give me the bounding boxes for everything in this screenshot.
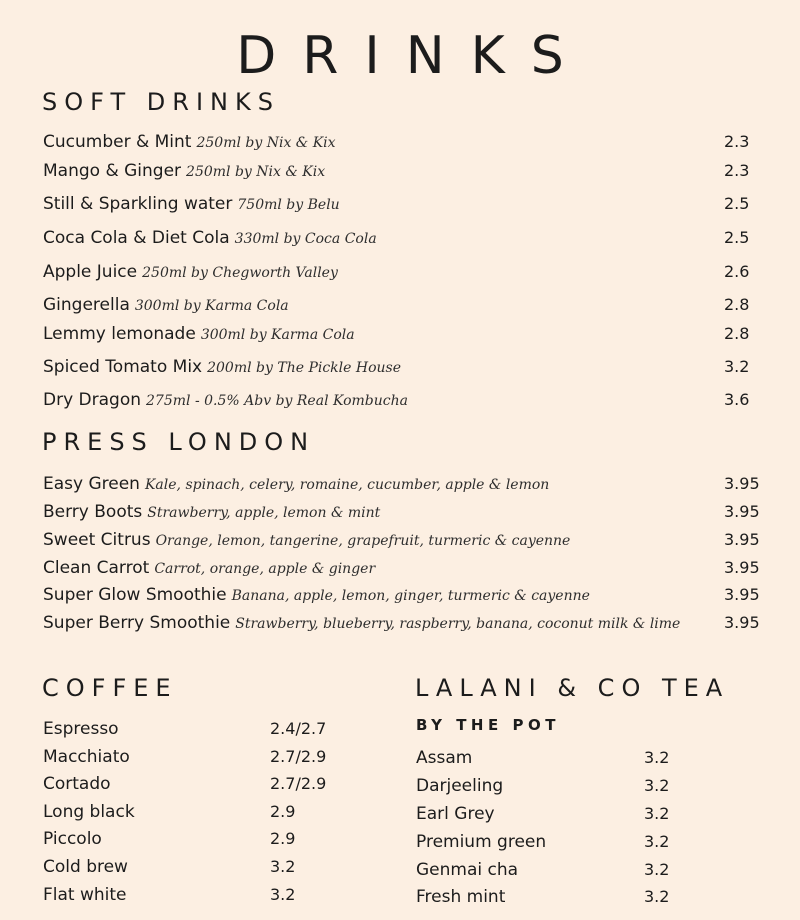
tea-heading: LALANI & CO TEA [415,674,730,702]
item-price: 2.5 [724,228,750,247]
item-price: 3.2 [724,357,750,376]
item-name: Cucumber & Mint [43,132,192,152]
item-name: Super Berry Smoothie [43,613,231,633]
item-name: Lemmy lemonade [43,324,196,344]
item-price: 3.2 [644,832,670,851]
item-price: 3.2 [644,748,670,767]
menu-item [43,744,363,770]
item-name: Premium green [416,832,547,852]
item-price: 2.8 [724,295,750,314]
item-price: 3.2 [644,860,670,879]
item-name: Sweet Citrus [43,530,151,550]
item-price: 3.2 [270,857,296,876]
item-description: 300ml by Karma Cola [200,327,355,343]
menu-item [43,290,763,320]
item-price: 3.95 [724,613,760,632]
menu-item [43,497,763,527]
item-description: Strawberry, blueberry, raspberry, banana, coconut milk & lime [235,616,681,632]
menu-item [43,319,763,349]
menu-item [43,826,363,852]
item-price: 3.95 [724,530,760,549]
item-price: 3.2 [644,776,670,795]
item-name: Dry Dragon [43,390,142,410]
menu-item [43,608,763,638]
item-name: Earl Grey [416,804,495,824]
item-price: 3.6 [724,390,750,409]
tea-subheading: BY THE POT [416,716,560,734]
menu-item [43,716,363,742]
item-description: Orange, lemon, tangerine, grapefruit, turmeric & cayenne [155,533,571,549]
item-price: 2.7/2.9 [270,774,327,793]
item-name: Cold brew [43,857,128,877]
item-price: 3.95 [724,502,760,521]
item-name: Fresh mint [416,887,506,907]
item-name: Super Glow Smoothie [43,585,227,605]
item-name: Still & Sparkling water [43,194,233,214]
item-description: Banana, apple, lemon, ginger, turmeric & cayenne [231,588,590,604]
item-price: 3.95 [724,558,760,577]
item-name: Easy Green [43,474,140,494]
menu-item [43,553,763,583]
item-price: 2.8 [724,324,750,343]
item-name: Gingerella [43,295,130,315]
item-name: Espresso [43,719,119,739]
item-description: 250ml by Nix & Kix [186,164,326,180]
item-name: Piccolo [43,829,102,849]
item-price: 2.7/2.9 [270,747,327,766]
item-description: 750ml by Belu [237,197,340,213]
item-name: Flat white [43,885,127,905]
item-name: Cortado [43,774,111,794]
item-price: 3.2 [270,885,296,904]
item-price: 3.95 [724,585,760,604]
menu-item [416,773,716,799]
item-name: Clean Carrot [43,558,150,578]
item-price: 2.3 [724,132,750,151]
item-price: 2.3 [724,161,750,180]
menu-item [43,127,763,157]
item-price: 2.4/2.7 [270,719,327,738]
item-price: 3.95 [724,474,760,493]
menu-item [43,352,763,382]
menu-item [43,580,763,610]
item-price: 3.2 [644,804,670,823]
menu-item [416,745,716,771]
page-title: DRINKS [236,26,590,86]
soft-drinks-heading: SOFT DRINKS [42,88,280,116]
item-price: 2.9 [270,802,296,821]
item-price: 2.9 [270,829,296,848]
item-name: Mango & Ginger [43,161,182,181]
menu-item [43,189,763,219]
item-description: Kale, spinach, celery, romaine, cucumber, apple & lemon [144,477,550,493]
item-name: Coca Cola & Diet Cola [43,228,230,248]
item-price: 2.6 [724,262,750,281]
item-description: Strawberry, apple, lemon & mint [147,505,381,521]
coffee-heading: COFFEE [42,674,178,702]
item-name: Genmai cha [416,860,519,880]
item-name: Spiced Tomato Mix [43,357,203,377]
menu-item [43,469,763,499]
menu-item [43,257,763,287]
menu-item [43,156,763,186]
item-description: 250ml by Nix & Kix [196,135,336,151]
item-description: 200ml by The Pickle House [207,360,402,376]
item-name: Apple Juice [43,262,138,282]
menu-item [43,771,363,797]
menu-item [416,829,716,855]
menu-item [43,525,763,555]
item-description: 250ml by Chegworth Valley [142,265,338,281]
item-name: Macchiato [43,747,130,767]
item-description: 275ml - 0.5% Abv by Real Kombucha [146,393,408,409]
item-price: 3.2 [644,887,670,906]
item-description: 330ml by Coca Cola [234,231,377,247]
item-name: Long black [43,802,135,822]
item-description: Carrot, orange, apple & ginger [154,561,376,577]
menu-item [43,854,363,880]
item-name: Assam [416,748,473,768]
item-price: 2.5 [724,194,750,213]
menu-item [416,801,716,827]
press-london-heading: PRESS LONDON [42,428,316,456]
item-name: Darjeeling [416,776,504,796]
menu-item [43,882,363,908]
item-name: Berry Boots [43,502,143,522]
menu-item [43,385,763,415]
menu-item [416,857,716,883]
menu-item [43,799,363,825]
item-description: 300ml by Karma Cola [134,298,289,314]
menu-item [43,223,763,253]
menu-item [416,884,716,910]
